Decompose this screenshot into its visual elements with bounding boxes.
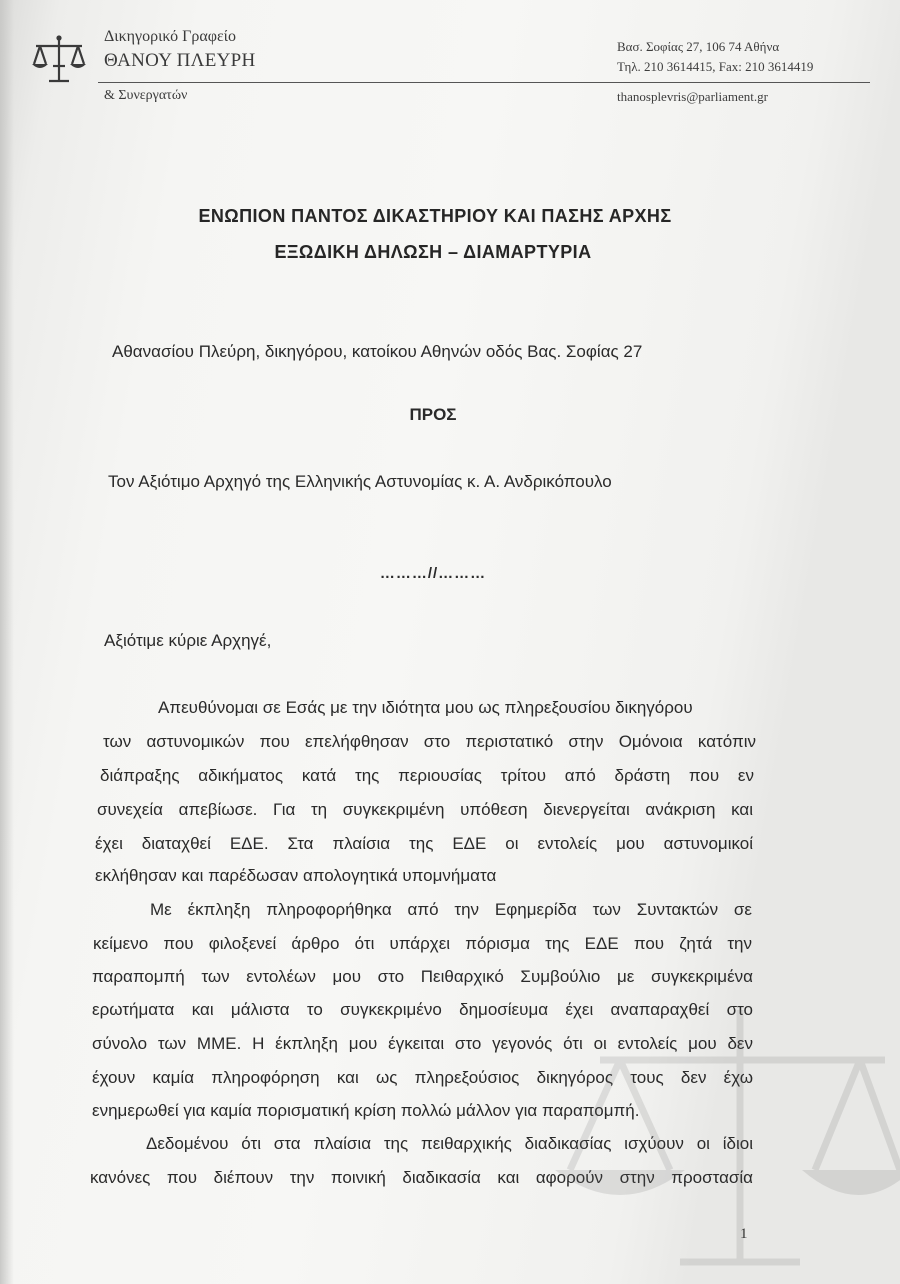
- firm-name-line1: Δικηγορικό Γραφείο: [104, 28, 236, 45]
- recipient-line: Τον Αξιότιμο Αρχηγό της Ελληνικής Αστυνομίας κ. Α. Ανδρικόπουλο: [108, 472, 612, 491]
- body-line: Με έκπληξη πληροφορήθηκα από την Εφημερίδα των Συντακτών σε: [150, 900, 752, 919]
- scales-of-justice-icon: [30, 34, 88, 86]
- sender-line: Αθανασίου Πλεύρη, δικηγόρου, κατοίκου Αθηνών οδός Βας. Σοφίας 27: [112, 342, 643, 361]
- body-line: έχει διαταχθεί ΕΔΕ. Στα πλαίσια της ΕΔΕ οι εντολείς μου αστυνομικοί: [95, 834, 753, 853]
- body-line: ενημερωθεί για καμία πορισματική κρίση πολλώ μάλλον για παραπομπή.: [92, 1101, 640, 1120]
- body-line: κανόνες που διέπουν την ποινική διαδικασία και αφορούν στην προστασία: [90, 1168, 753, 1187]
- body-line: των αστυνομικών που επελήφθησαν στο περιστατικό στην Ομόνοια κατόπιν: [103, 732, 756, 751]
- body-line: ερωτήματα και μάλιστα το συγκεκριμένο δημοσίευμα έχει αναπαραχθεί στο: [92, 1000, 753, 1019]
- body-line: παραπομπή των εντολέων μου στο Πειθαρχικό Συμβούλιο με συγκεκριμένα: [92, 967, 753, 986]
- document-heading-line2: ΕΞΩΔΙΚΗ ΔΗΛΩΣΗ – ΔΙΑΜΑΡΤΥΡΙΑ: [274, 242, 592, 262]
- separator-dots: ………//………: [379, 565, 487, 582]
- scales-watermark-icon: [540, 1000, 900, 1280]
- page-edge-shadow: [0, 0, 14, 1284]
- page-number: 1: [740, 1226, 748, 1242]
- pros-label: ΠΡΟΣ: [409, 405, 457, 424]
- body-line: έχουν καμία πληροφόρηση και ως πληρεξούσιος δικηγόρος τους δεν έχω: [92, 1068, 753, 1087]
- body-line: Δεδομένου ότι στα πλαίσια της πειθαρχικής διαδικασίας ισχύουν οι ίδιοι: [146, 1134, 753, 1153]
- firm-phone-fax: Τηλ. 210 3614415, Fax: 210 3614419: [617, 59, 814, 74]
- body-line: Απευθύνομαι σε Εσάς με την ιδιότητα μου ως πληρεξουσίου δικηγόρου: [158, 698, 693, 717]
- firm-name-line2: ΘΑΝΟΥ ΠΛΕΥΡΗ: [104, 50, 256, 71]
- salutation: Αξιότιμε κύριε Αρχηγέ,: [104, 631, 272, 650]
- firm-address: Βασ. Σοφίας 27, 106 74 Αθήνα: [617, 39, 780, 54]
- firm-email: thanosplevris@parliament.gr: [617, 89, 768, 104]
- letterhead-divider: [98, 82, 870, 83]
- body-line: κείμενο που φιλοξενεί άρθρο ότι υπάρχει πόρισμα της ΕΔΕ που ζητά την: [93, 934, 752, 953]
- body-line: σύνολο των ΜΜΕ. Η έκπληξη μου έγκειται στο γεγονός ότι οι εντολείς μου δεν: [92, 1034, 753, 1053]
- document-heading-line1: ΕΝΩΠΙΟΝ ΠΑΝΤΟΣ ΔΙΚΑΣΤΗΡΙΟΥ ΚΑΙ ΠΑΣΗΣ ΑΡΧΗΣ: [198, 206, 672, 226]
- body-line: συνεχεία απεβίωσε. Για τη συγκεκριμένη υπόθεση διενεργείται ανάκριση και: [97, 800, 753, 819]
- body-line: διάπραξης αδικήματος κατά της περιουσίας τρίτου από δράστη που εν: [100, 766, 754, 785]
- firm-name-line3: & Συνεργατών: [104, 88, 188, 103]
- body-line: εκλήθησαν και παρέδωσαν απολογητικά υπομνήματα: [95, 866, 497, 885]
